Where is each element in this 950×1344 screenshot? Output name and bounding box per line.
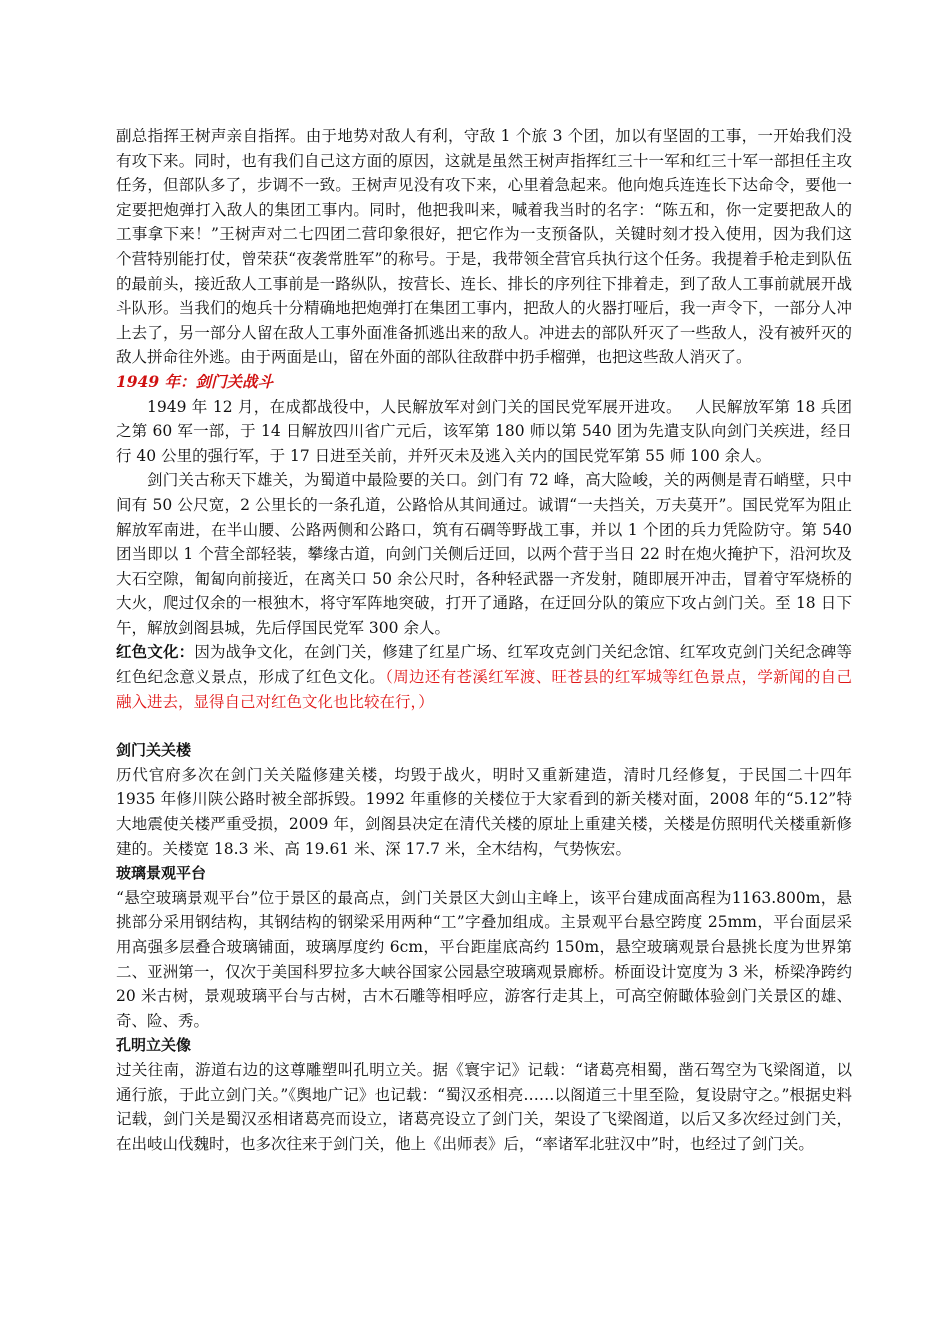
red-culture-paragraph — [116, 640, 852, 714]
battle-paragraph-1: 1949 年 12 月，在成都战役中，人民解放军对剑门关的国民党军展开进攻。 人民解放军第 18 兵团之第 60 军一部，于 14 日解放四川省广元后，该军第 180 师以第 540 团为先遣支队向剑门关疾进，经日行 40 公里的强行军，于 17 日进至关前，并歼灭未及逃入关内的国民党军第 55 师 100 余人。 — [116, 397, 852, 465]
section-body-guanlou: 历代官府多次在剑门关关隘修建关楼，均毁于战火，明时又重新建造，清时几经修复，于民国二十四年 1935 年修川陕公路时被全部拆毁。1992 年重修的关楼位于大家看到的新关楼对面，2008 年的“5.12”特大地震使关楼严重受损，2009 年，剑阁县决定在清代关楼的原址上重建关楼，关楼是仿照明代关楼重新修建的。关楼宽 18.3 米、高 19.61 米、深 17.7 米，全木结构，气势恢宏。 — [116, 765, 852, 858]
section-body-kongming-statue: 过关往南，游道右边的这尊雕塑叫孔明立关。据《寰宇记》记载：“诸葛亮相蜀，凿石驾空为飞梁阁道，以通行旅，于此立剑门关。”《舆地广记》也记载：“蜀汉丞相亮……以阁道三十里至险，复设尉守之。”根据史料记载，剑门关是蜀汉丞相诸葛亮而设立，诸葛亮设立了剑门关，架设了飞梁阁道，以后又多次经过剑门关，在出岐山伐魏时，也多次往来于剑门关，他上《出师表》后，“率诸军北驻汉中”时，也经过了剑门关。 — [116, 1060, 852, 1153]
section-body-glass-platform: “悬空玻璃景观平台”位于景区的最高点，剑门关景区大剑山主峰上，该平台建成面高程为1163.800m，悬挑部分采用钢结构，其钢结构的钢梁采用两种“工”字叠加组成。主景观平台悬空跨度 25mm，平台面层采用高强多层叠合玻璃铺面，玻璃厚度约 6cm，平台距崖底高约 150m，悬空玻璃观景台悬挑长度为世界第二、亚洲第一，仅次于美国科罗拉多大峡谷国家公园悬空玻璃观景廊桥。桥面设计宽度为 3 米，桥梁净跨约 20 米古树，景观玻璃平台与古树，古木石雕等相呼应，游客行走其上，可高空俯瞰体验剑门关景区的雄、奇、险、秀。 — [116, 888, 852, 1030]
spacer — [116, 714, 852, 738]
section-title-kongming-statue: 孔明立关像 — [116, 1036, 192, 1055]
red-culture-note: （周边还有苍溪红军渡、旺苍县的红军城等红色景点，学新闻的自己融入进去，显得自己对红色文化也比较在行，） — [116, 668, 852, 711]
battle-paragraph-2: 剑门关古称天下雄关，为蜀道中最险要的关口。剑门有 72 峰，高大险峻，关的两侧是青石峭壁，只中间有 50 公尺宽，2 公里长的一条孔道，公路恰从其间通过。诚谓“一夫挡关，万夫莫开”。国民党军为阻止解放军南进，在半山腰、公路两侧和公路口，筑有石碉等野战工事，并以 1 个团的兵力凭险防守。第 540 团当即以 1 个营全部轻装，攀缘古道，向剑门关侧后迂回，以两个营于当日 22 时在炮火掩护下，沿河坎及大石空隙，匍匐向前接近，在离关口 50 余公尺时，各种轻武器一齐发射，随即展开冲击，冒着守军烧桥的大火，爬过仅余的一根独木，将守军阵地突破，打开了通路，在迂回分队的策应下攻占剑门关。至 18 日下午，解放剑阁县城，先后俘国民党军 300 余人。 — [116, 471, 852, 637]
intro-paragraph: 副总指挥王树声亲自指挥。由于地势对敌人有利，守敌 1 个旅 3 个团，加以有坚固的工事，一开始我们没有攻下来。同时，也有我们自己这方面的原因，这就是虽然王树声指挥红三十一军和红三十军一部担任主攻任务，但部队多了，步调不一致。王树声见没有攻下来，心里着急起来。他向炮兵连连长下达命令，要他一定要把炮弹打入敌人的集团工事内。同时，他把我叫来，喊着我当时的名字：“陈五和，你一定要把敌人的工事拿下来！”王树声对二七四团二营印象很好，把它作为一支预备队，关键时刻才投入使用，因为我们这个营特别能打仗，曾荣获“夜袭常胜军”的称号。于是，我带领全营官兵执行这个任务。我提着手枪走到队伍的最前头，接近敌人工事前是一路纵队，按营长、连长、排长的序列往下排着走，到了敌人工事前就展开战斗队形。当我们的炮兵十分精确地把炮弹打在集团工事内，把敌人的火器打哑后，我一声令下，一部分人冲上去了，另一部分人留在敌人工事外面准备抓逃出来的敌人。冲进去的部队歼灭了一些敌人，没有被歼灭的敌人拼命往外逃。由于两面是山，留在外面的部队往敌群中扔手榴弹，也把这些敌人消灭了。 — [116, 127, 852, 367]
battle-heading: 1949 年：剑门关战斗 — [116, 371, 274, 391]
section-title-guanlou: 剑门关关楼 — [116, 741, 192, 760]
section-title-glass-platform: 玻璃景观平台 — [116, 864, 207, 883]
document-page — [116, 124, 852, 1156]
red-culture-label: 红色文化： — [116, 642, 195, 662]
red-culture-text: 因为战争文化，在剑门关，修建了红星广场、红军攻克剑门关纪念馆、红军攻克剑门关纪念碑等红色纪念意义景点，形成了红色文化。 — [116, 643, 852, 687]
